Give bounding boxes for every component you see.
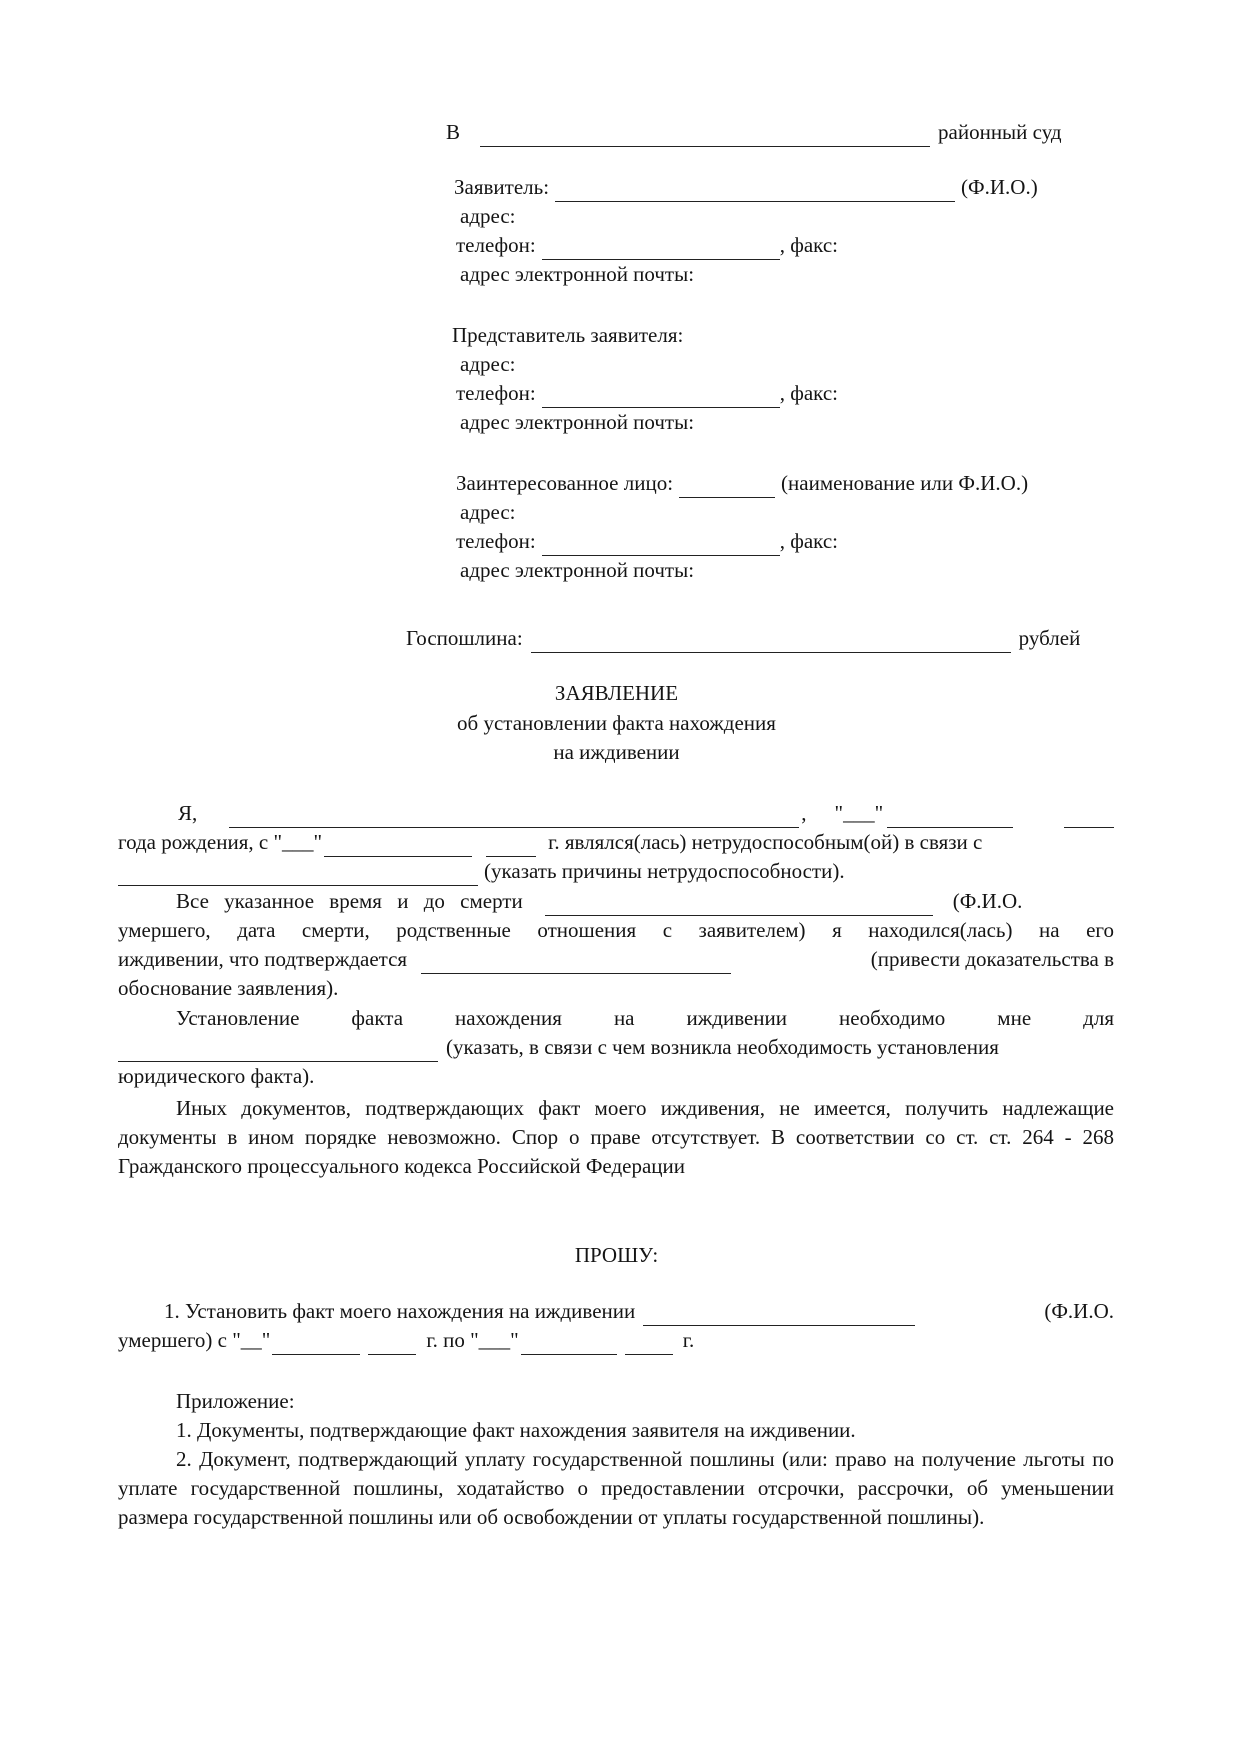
para2-line3-a: иждивении, что подтверждается [118, 947, 408, 971]
purpose-blank[interactable] [118, 1040, 438, 1062]
applicant-phone-label: телефон: [456, 233, 536, 257]
applicant-phone-blank[interactable] [542, 238, 780, 260]
attachments-heading: Приложение: [176, 1389, 295, 1413]
applicant-email-label: адрес электронной почты: [460, 262, 695, 286]
paragraph-3 [118, 1004, 1114, 1091]
item1-line2-b: г. по "___" [426, 1328, 519, 1352]
paragraph-1: Я, , "___" года рождения, с "___" г. являлся(лась) нетрудоспособным(ой) в связи с (указать причины нетрудоспособности). [118, 799, 1114, 886]
para4-text: Иных документов, подтверждающих факт моего иждивения, не имеется, получить надлежащие документы в ином порядке невозможно. Спор о праве отсутствует. В соответствии со ст. ст. 264 - 268 Гражданского процессуального кодекса Российской Федерации [118, 1096, 1114, 1178]
para2-line3-b: (привести доказательства в [870, 947, 1114, 971]
paragraph-4 [118, 1094, 1114, 1181]
representative-phone-blank[interactable] [542, 386, 780, 408]
court-prefix: В [446, 120, 461, 144]
disability-month-blank[interactable] [324, 835, 472, 857]
item1-hint: (Ф.И.О. [1044, 1299, 1114, 1323]
representative-address-label: адрес: [460, 352, 516, 376]
representative-label: Представитель заявителя: [452, 323, 684, 347]
court-line [446, 118, 1114, 147]
para1-born-b: г. являлся(лась) нетрудоспособным(ой) в связи с [548, 830, 983, 854]
birth-year-blank[interactable] [1064, 806, 1114, 828]
representative-block [446, 321, 1114, 437]
birth-day-quote: "___" [834, 801, 884, 825]
interested-fax-label: , факс: [779, 529, 838, 553]
interested-address-label: адрес: [460, 500, 516, 524]
applicant-fax-label: , факс: [779, 233, 838, 257]
request-heading: ПРОШУ: [574, 1243, 659, 1267]
para1-born-a: года рождения, с "___" [118, 830, 323, 854]
para1-start: Я, [178, 801, 198, 825]
para2-line4: обоснование заявления). [118, 976, 339, 1000]
attachment-item-1: 1. Документы, подтверждающие факт нахождения заявителя на иждивении. [176, 1418, 856, 1442]
attachments [118, 1387, 1114, 1532]
para2-start: Все указанное время и до смерти [176, 889, 523, 913]
deceased-fio-blank[interactable] [643, 1304, 915, 1326]
deceased-info-blank[interactable] [545, 894, 933, 916]
interested-party-block [446, 469, 1114, 585]
item1-line2-a: умершего) с "__" [118, 1328, 271, 1352]
fee-label: Госпошлина: [406, 626, 523, 650]
court-name-blank[interactable] [480, 125, 930, 147]
item1-line2-c: г. [682, 1328, 695, 1352]
applicant-block [446, 173, 1114, 289]
disability-year-blank[interactable] [486, 835, 536, 857]
interested-phone-label: телефон: [456, 529, 536, 553]
to-year-blank[interactable] [625, 1333, 673, 1355]
applicant-fio-blank[interactable] [555, 180, 955, 202]
disability-reason-blank[interactable] [118, 864, 478, 886]
request-item-1 [118, 1297, 1114, 1355]
birth-month-blank[interactable] [887, 806, 1013, 828]
attachment-item-2: 2. Документ, подтверждающий уплату государственной пошлины (или: право на получение льготы по уплате государственной пошлины, ходатайство о предоставлении отсрочки, рассрочки, об уменьшении размера государственной пошлины или об освобождении от уплаты государственной пошлины). [118, 1447, 1114, 1529]
fee-line [406, 624, 1114, 653]
to-month-blank[interactable] [521, 1333, 617, 1355]
title-line3: на иждивении [553, 740, 680, 764]
para2-line2: умершего, дата смерти, родственные отношения с заявителем) я находился(лась) на его [118, 918, 1114, 942]
interested-phone-blank[interactable] [542, 534, 780, 556]
applicant-fio-hint: (Ф.И.О.) [961, 175, 1038, 199]
court-suffix: районный суд [938, 120, 1062, 144]
interested-hint: (наименование или Ф.И.О.) [781, 471, 1029, 495]
applicant-name-blank[interactable] [229, 806, 799, 828]
title-main: ЗАЯВЛЕНИЕ [554, 681, 679, 705]
applicant-label: Заявитель: [454, 175, 550, 199]
from-month-blank[interactable] [272, 1333, 360, 1355]
representative-email-label: адрес электронной почты: [460, 410, 695, 434]
para2-hint-a: (Ф.И.О. [952, 889, 1023, 913]
item1-line1: 1. Установить факт моего нахождения на иждивении [164, 1299, 636, 1323]
title-line2: об установлении факта нахождения [457, 711, 776, 735]
para3-line3: юридического факта). [118, 1064, 315, 1088]
from-year-blank[interactable] [368, 1333, 416, 1355]
representative-fax-label: , факс: [779, 381, 838, 405]
paragraph-2 [118, 887, 1114, 1003]
representative-phone-label: телефон: [456, 381, 536, 405]
interested-email-label: адрес электронной почты: [460, 558, 695, 582]
interested-label: Заинтересованное лицо: [456, 471, 674, 495]
document-title [0, 679, 1237, 708]
para3-hint: (указать, в связи с чем возникла необходимость установления [446, 1035, 999, 1059]
para3-line1: Установление факта нахождения на иждивении необходимо мне для [176, 1006, 1114, 1030]
evidence-blank[interactable] [421, 952, 731, 974]
para1-reason-hint: (указать причины нетрудоспособности). [484, 859, 845, 883]
applicant-address-label: адрес: [460, 204, 516, 228]
fee-amount-blank[interactable] [531, 631, 1011, 653]
fee-unit: рублей [1018, 626, 1081, 650]
interested-name-blank[interactable] [679, 476, 775, 498]
